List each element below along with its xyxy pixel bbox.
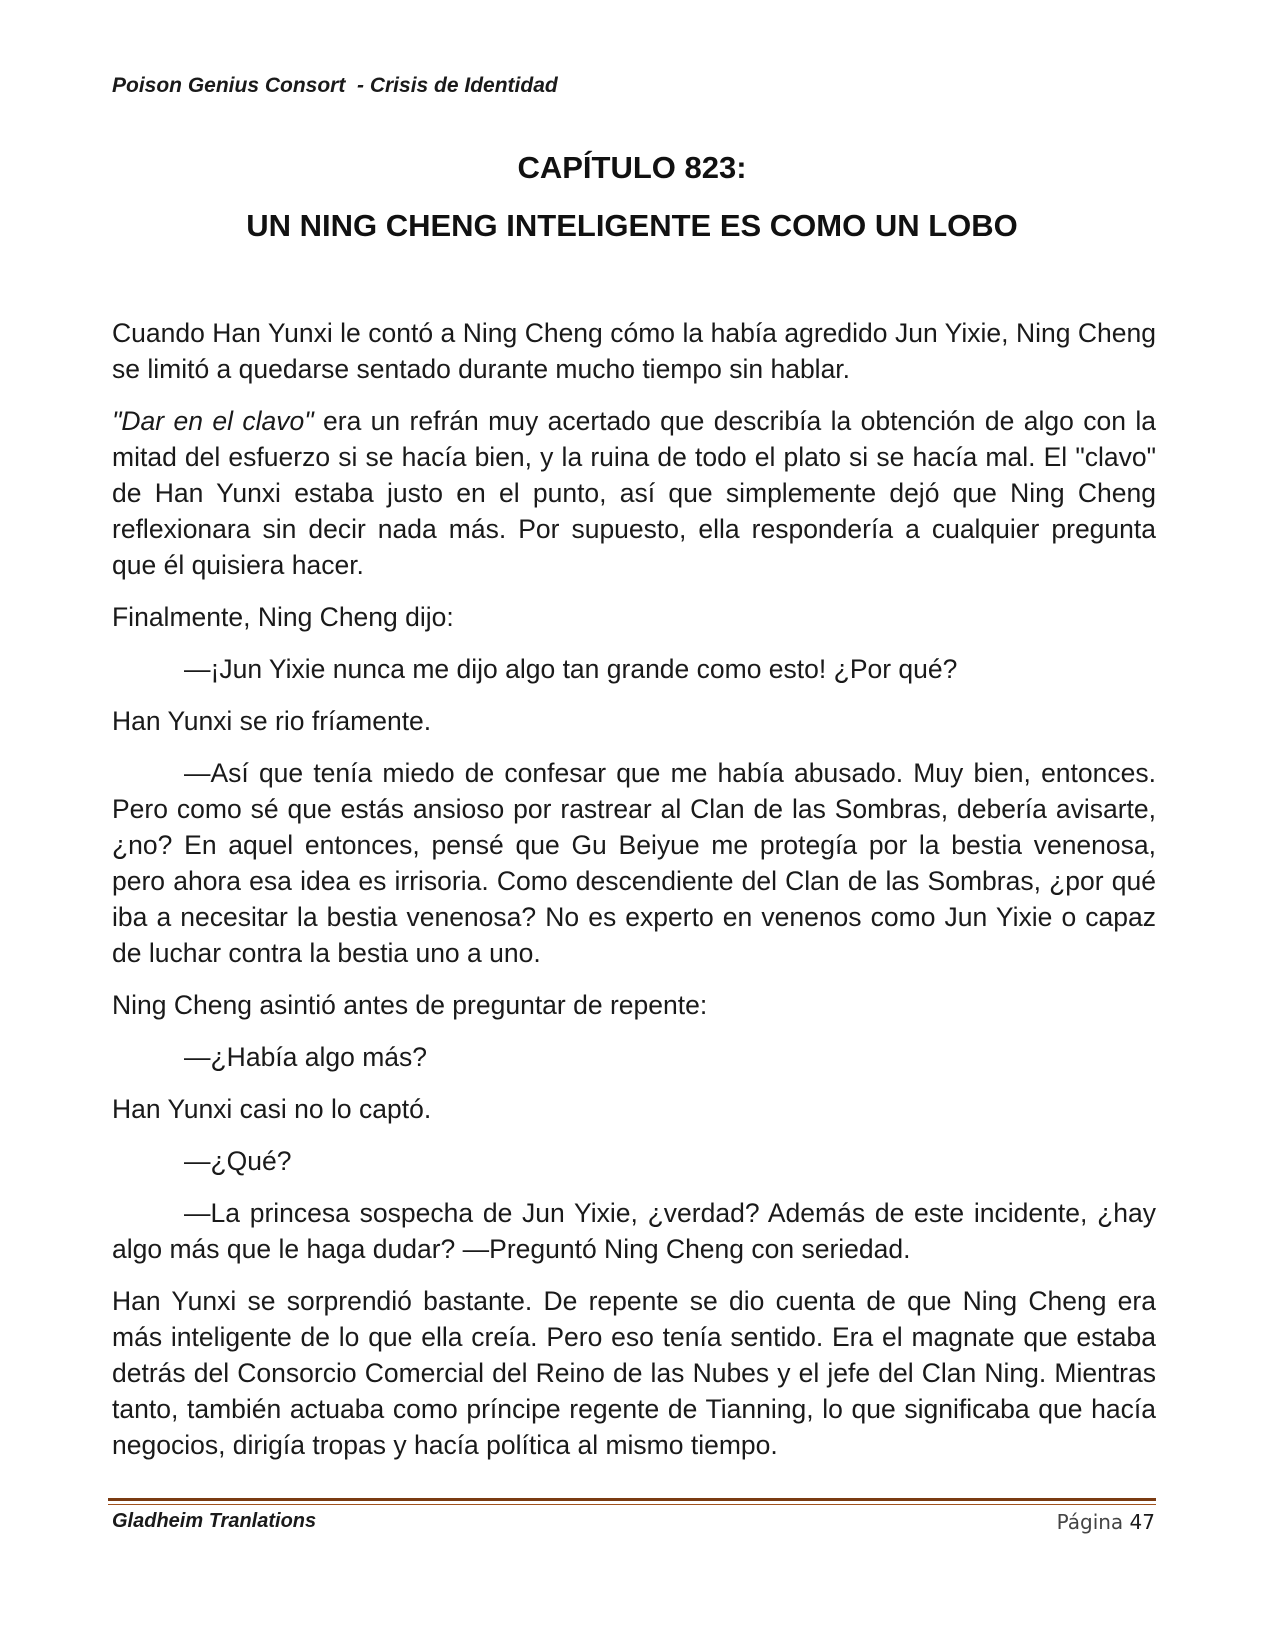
paragraph: Han Yunxi se rio fríamente. — [112, 706, 432, 736]
page-number — [1057, 1510, 1155, 1534]
paragraph: Cuando Han Yunxi le contó a Ning Cheng cómo la había agredido Jun Yixie, Ning Cheng se limitó a quedarse sentado durante mucho tiempo sin hablar. — [112, 318, 1156, 384]
page-label: Página — [1056, 1510, 1124, 1534]
chapter-title: UN NING CHENG INTELIGENTE ES COMO UN LOBO — [246, 208, 1018, 243]
running-header: Poison Genius Consort - Crisis de Identidad — [112, 74, 558, 97]
paragraph — [112, 403, 1156, 583]
chapter-number: CAPÍTULO 823: — [517, 150, 747, 185]
chapter-body — [112, 315, 1156, 1479]
paragraph-text: era un refrán muy acertado que describía la obtención de algo con la mitad del esfuerzo si se hacía bien, y la ruina de todo el plato si se hacía mal. El "clavo" de Han Yunxi estaba justo en el punto, así que simplemente dejó que Ning Cheng reflexionara sin decir nada más. Por supuesto, ella respondería a cualquier pregunta que él quisiera hacer. — [112, 406, 1156, 580]
dialogue-paragraph: —La princesa sospecha de Jun Yixie, ¿verdad? Además de este incidente, ¿hay algo más que le haga dudar? —Preguntó Ning Cheng con seriedad. — [112, 1198, 1156, 1264]
paragraph: Ning Cheng asintió antes de preguntar de repente: — [112, 990, 708, 1020]
footer-divider-thin — [108, 1504, 1156, 1505]
paragraph: Han Yunxi casi no lo captó. — [112, 1094, 432, 1124]
dialogue-paragraph: —¿Había algo más? — [184, 1042, 428, 1072]
page-number-value: 47 — [1129, 1510, 1155, 1534]
paragraph: Han Yunxi se sorprendió bastante. De repente se dio cuenta de que Ning Cheng era más inteligente de lo que ella creía. Pero eso tenía sentido. Era el magnate que estaba detrás del Consorcio Comercial del Reino de las Nubes y el jefe del Clan Ning. Mientras tanto, también actuaba como príncipe regente de Tianning, lo que significaba que hacía negocios, dirigía tropas y hacía política al mismo tiempo. — [112, 1286, 1156, 1460]
paragraph-emphasis: "Dar en el clavo" — [112, 406, 314, 436]
dialogue-paragraph: —Así que tenía miedo de confesar que me había abusado. Muy bien, entonces. Pero como sé que estás ansioso por rastrear al Clan de las Sombras, debería avisarte, ¿no? En aquel entonces, pensé que Gu Beiyue me protegía por la bestia venenosa, pero ahora esa idea es irrisoria. Como descendiente del Clan de las Sombras, ¿por qué iba a necesitar la bestia venenosa? No es experto en venenos como Jun Yixie o capaz de luchar contra la bestia uno a uno. — [112, 758, 1156, 968]
dialogue-paragraph: —¡Jun Yixie nunca me dijo algo tan grande como esto! ¿Por qué? — [184, 654, 958, 684]
footer-credit: Gladheim Tranlations — [112, 1510, 317, 1532]
footer-divider — [108, 1498, 1156, 1501]
dialogue-paragraph: —¿Qué? — [184, 1146, 292, 1176]
paragraph: Finalmente, Ning Cheng dijo: — [112, 602, 454, 632]
